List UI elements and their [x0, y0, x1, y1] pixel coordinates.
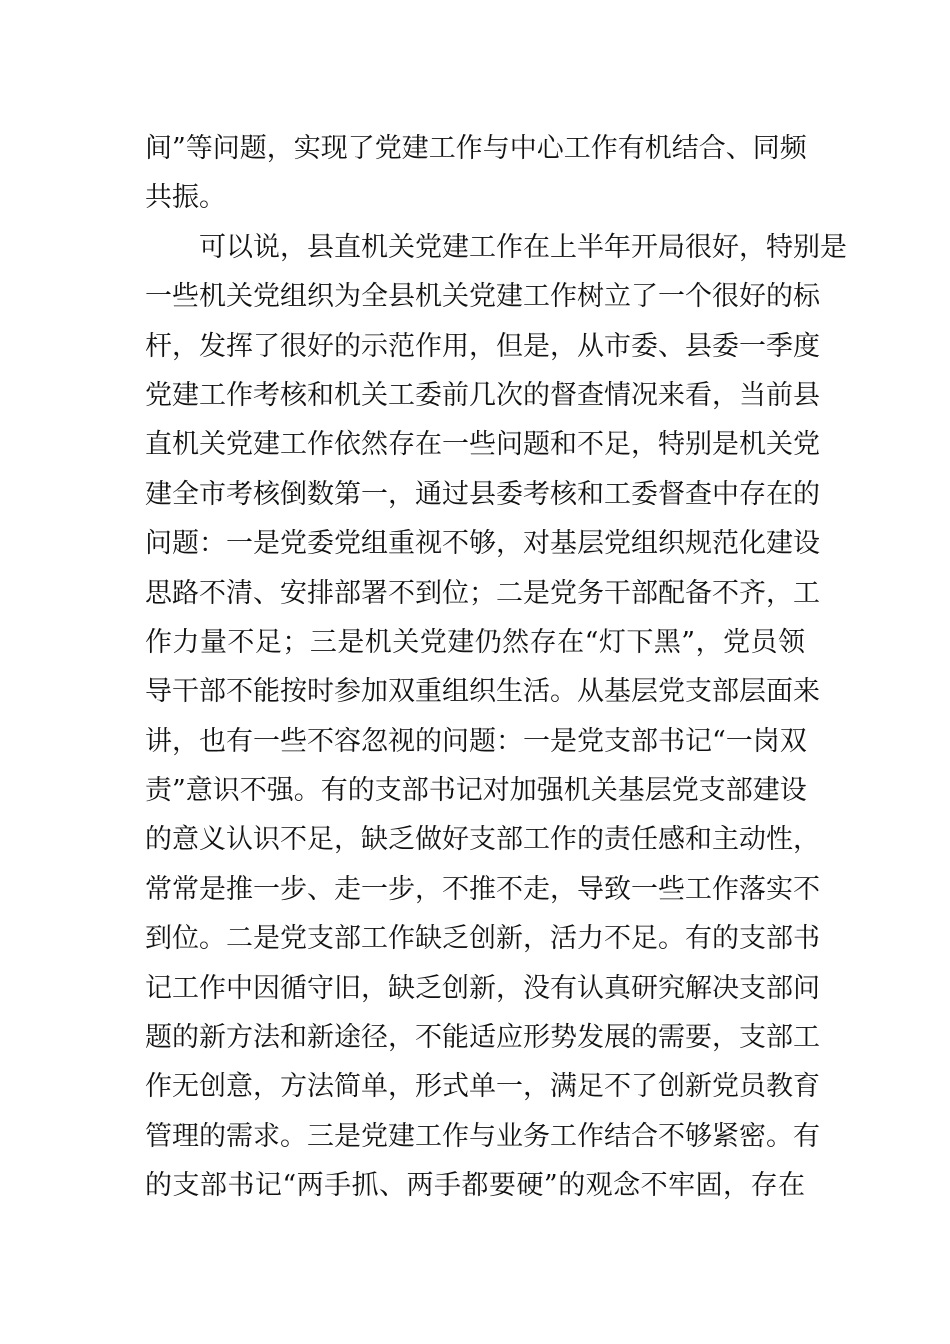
text-line: 党建工作考核和机关工委前几次的督查情况来看，当前县	[145, 379, 820, 411]
text-line: 作力量不足；三是机关党建仍然存在“灯下黑”，党员领	[145, 626, 805, 658]
text-line: 管理的需求。三是党建工作与业务工作结合不够紧密。有	[145, 1120, 820, 1152]
text-line: 作无创意，方法简单，形式单一，满足不了创新党员教育	[145, 1071, 820, 1103]
text-line: 建全市考核倒数第一，通过县委考核和工委督查中存在的	[145, 478, 820, 510]
text-line: 讲，也有一些不容忽视的问题：一是党支部书记“一岗双	[145, 725, 807, 757]
text-line: 问题：一是党委党组重视不够，对基层党组织规范化建设	[145, 528, 820, 560]
text-line: 可以说，县直机关党建工作在上半年开局很好，特别是	[145, 231, 847, 263]
text-line: 导干部不能按时参加双重组织生活。从基层党支部层面来	[145, 676, 820, 708]
text-line: 的支部书记“两手抓、两手都要硬”的观念不牢固，存在	[145, 1170, 805, 1202]
text-line	[145, 1260, 805, 1309]
text-line: 到位。二是党支部工作缺乏创新，活力不足。有的支部书	[145, 923, 820, 955]
text-line: 直机关党建工作依然存在一些问题和不足，特别是机关党	[145, 429, 820, 461]
text-line: 一些机关党组织为全县机关党建工作树立了一个很好的标	[145, 281, 820, 313]
text-line: 记工作中因循守旧，缺乏创新，没有认真研究解决支部问	[145, 972, 820, 1004]
body-text	[145, 124, 847, 1309]
text-line	[145, 1211, 805, 1260]
text-line: 题的新方法和新途径，不能适应形势发展的需要，支部工	[145, 1022, 820, 1054]
text-line: 的意义认识不足，缺乏做好支部工作的责任感和主动性，	[145, 824, 820, 856]
text-line: 思路不清、安排部署不到位；二是党务干部配备不齐，工	[145, 577, 820, 609]
text-line: 常常是推一步、走一步，不推不走，导致一些工作落实不	[145, 873, 820, 905]
text-line: 杆，发挥了很好的示范作用，但是，从市委、县委一季度	[145, 330, 820, 362]
text-line: 责”意识不强。有的支部书记对加强机关基层党支部建设	[145, 775, 807, 807]
text-line: 共振。	[145, 182, 226, 214]
text-line: 间”等问题，实现了党建工作与中心工作有机结合、同频	[145, 133, 807, 164]
